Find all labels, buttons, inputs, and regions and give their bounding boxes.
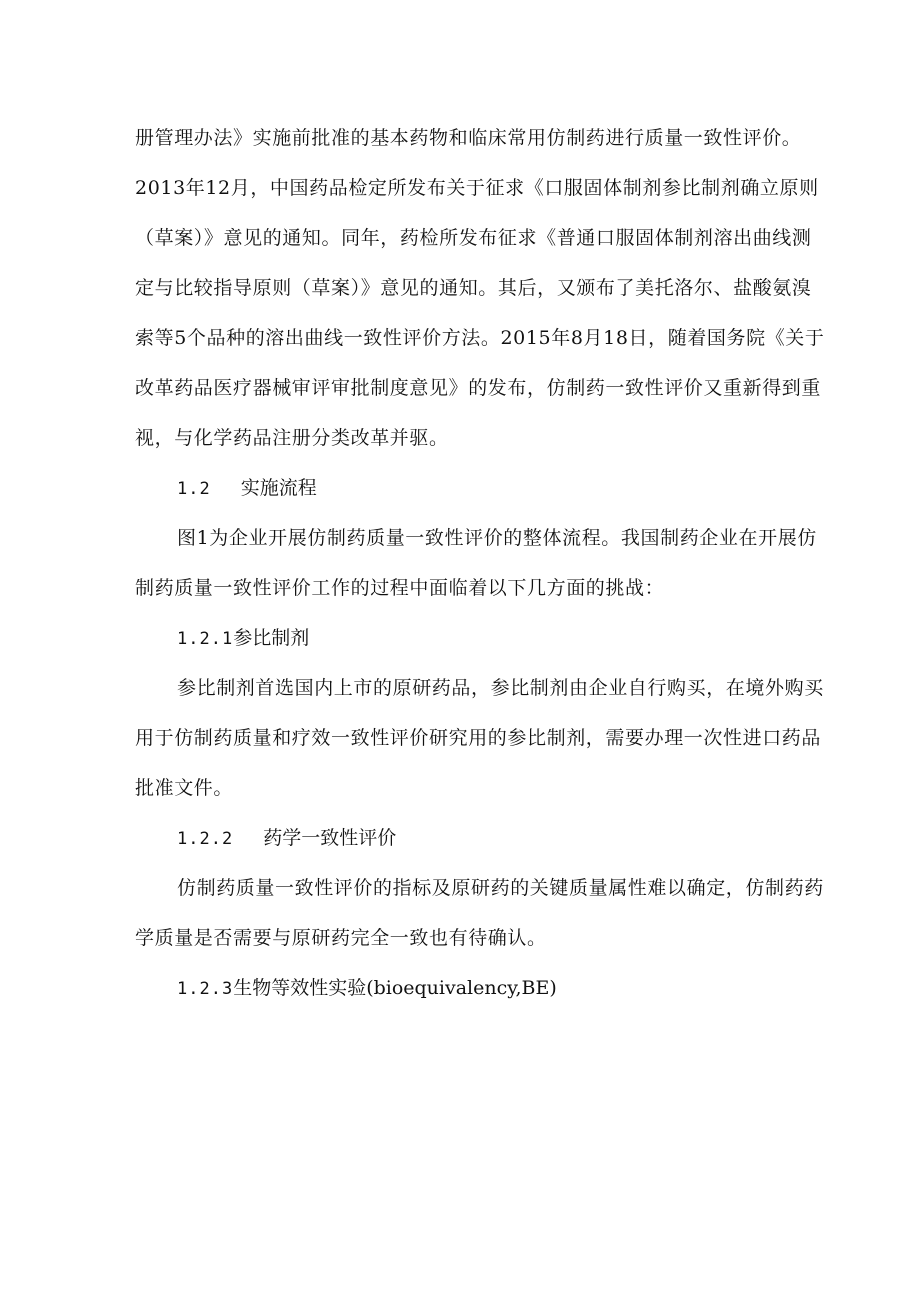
paragraph-1-line-6: 改革药品医疗器械审评审批制度意见》的发布，仿制药一致性评价又重新得到重 [135, 377, 822, 399]
paragraph-4-line-2: 学质量是否需要与原研药完全一致也有待确认。 [135, 927, 547, 949]
paragraph-1-line-3: （草案）》意见的通知。同年，药检所发布征求《普通口服固体制剂溶出曲线测 [135, 227, 812, 249]
section-title: 实施流程 [240, 477, 317, 499]
paragraph-1-line-4: 定与比较指导原则（草案）》意见的通知。其后，又颁布了美托洛尔、盐酸氨溴 [135, 277, 812, 299]
section-number: 1.2.1 [177, 629, 234, 649]
section-number: 1.2 [177, 479, 211, 499]
paragraph-1-line-5: 索等5个品种的溶出曲线一致性评价方法。2015年8月18日，随着国务院《关于 [135, 327, 825, 349]
paragraph-2-line-2: 制药质量一致性评价工作的过程中面临着以下几方面的挑战： [135, 577, 665, 599]
section-heading-1-2-2 [177, 824, 396, 853]
paragraph-3-line-1: 参比制剂首选国内上市的原研药品，参比制剂由企业自行购买，在境外购买 [177, 677, 824, 699]
paragraph-1-line-7: 视，与化学药品注册分类改革并驱。 [135, 427, 449, 449]
section-number: 1.2.2 [177, 829, 234, 849]
paragraph-3-line-2: 用于仿制药质量和疗效一致性评价研究用的参比制剂，需要办理一次性进口药品 [135, 727, 822, 749]
paragraph-1-line-2: 2013年12月，中国药品检定所发布关于征求《口服固体制剂参比制剂确立原则 [135, 177, 819, 199]
paragraph-2-line-1: 图1为企业开展仿制药质量一致性评价的整体流程。我国制药企业在开展仿 [177, 527, 817, 549]
section-number: 1.2.3 [177, 979, 234, 999]
section-heading-1-2-1 [177, 624, 309, 653]
section-title: 参比制剂 [233, 627, 310, 649]
paragraph-4-line-1: 仿制药质量一致性评价的指标及原研药的关键质量属性难以确定，仿制药药 [177, 877, 824, 899]
section-heading-1-2 [177, 474, 317, 503]
paragraph-3-line-3: 批准文件。 [135, 777, 234, 799]
section-title: 药学一致性评价 [263, 827, 397, 849]
section-heading-1-2-3 [177, 974, 557, 1003]
paragraph-1-line-1: 册管理办法》实施前批准的基本药物和临床常用仿制药进行质量一致性评价。 [135, 127, 802, 149]
section-title: 生物等效性实验(bioequivalency,BE) [233, 977, 557, 999]
